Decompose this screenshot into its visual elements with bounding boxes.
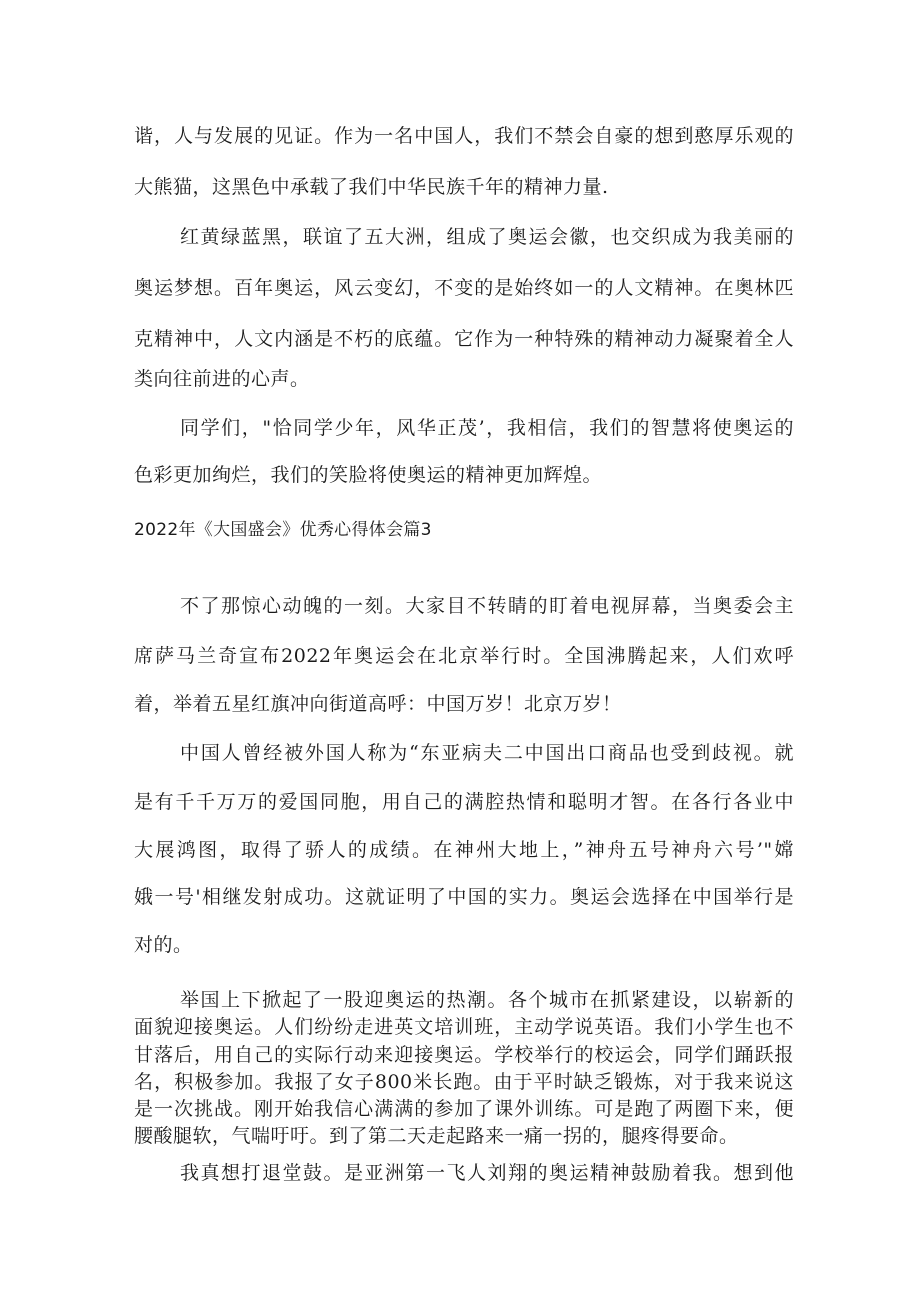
paragraph-line: 是一次挑战。刚开始我信心满满的参加了课外训练。可是跑了两圈下来，便 [134, 1098, 794, 1120]
paragraph-line: 对的。 [134, 934, 193, 956]
paragraph-line: 克精神中，人文内涵是不朽的底蕴。它作为一种特殊的精神动力凝聚着全人 [134, 328, 794, 350]
paragraph-line: 同学们，"恰同学少年，风华正茂’，我相信，我们的智慧将使奥运的 [180, 417, 794, 439]
paragraph-line: 举国上下掀起了一股迎奥运的热潮。各个城市在抓紧建设，以崭新的 [180, 989, 794, 1011]
paragraph-line: 腰酸腿软，气喘吁吁。到了第二天走起路来一痛一拐的，腿疼得要命。 [134, 1125, 739, 1147]
paragraph-line: 甘落后，用自己的实际行动来迎接奥运。学校举行的校运会，同学们踊跃报 [134, 1044, 794, 1066]
paragraph-line: 名，积极参加。我报了女子800米长跑。由于平时缺乏锻炼，对于我来说这 [134, 1071, 794, 1093]
paragraph-line: 色彩更加绚烂，我们的笑脸将使奥运的精神更加辉煌。 [134, 464, 603, 486]
paragraph-line: 谐，人与发展的见证。作为一名中国人，我们不禁会自豪的想到憨厚乐观的 [134, 125, 794, 147]
paragraph-line: 娥一号'相继发射成功。这就证明了中国的实力。奥运会选择在中国举行是 [134, 886, 794, 908]
paragraph-line: 红黄绿蓝黑，联谊了五大洲，组成了奥运会徽，也交织成为我美丽的 [180, 226, 794, 248]
paragraph-line: 我真想打退堂鼓。是亚洲第一飞人刘翔的奥运精神鼓励着我。想到他 [180, 1162, 794, 1184]
paragraph-line: 大熊猫，这黑色中承载了我们中华民族千年的精神力量. [134, 176, 609, 198]
paragraph-line: 不了那惊心动魄的一刻。大家目不转睛的盯着电视屏幕，当奥委会主 [180, 595, 794, 617]
paragraph-line: 席萨马兰奇宣布2022年奥运会在北京举行时。全国沸腾起来，人们欢呼 [134, 645, 794, 667]
paragraph-line: 是有千千万万的爱国同胞，用自己的满腔热情和聪明才智。在各行各业中 [134, 791, 794, 813]
paragraph-line: 面貌迎接奥运。人们纷纷走进英文培训班，主动学说英语。我们小学生也不 [134, 1016, 794, 1038]
paragraph-line: 中国人曾经被外国人称为“东亚病夫二中国出口商品也受到歧视。就 [180, 742, 794, 764]
paragraph-line: 类向往前进的心声。 [134, 368, 310, 390]
paragraph-line: 着，举着五星红旗冲向街道高呼：中国万岁！北京万岁！ [134, 693, 622, 715]
paragraph-line: 大展鸿图，取得了骄人的成绩。在神州大地上，”神舟五号神舟六号’"嫦 [134, 839, 794, 861]
paragraph-line: 奥运梦想。百年奥运，风云变幻，不变的是始终如一的人文精神。在奥林匹 [134, 277, 794, 299]
section-heading: 2022年《大国盛会》优秀心得体会篇3 [134, 520, 432, 540]
